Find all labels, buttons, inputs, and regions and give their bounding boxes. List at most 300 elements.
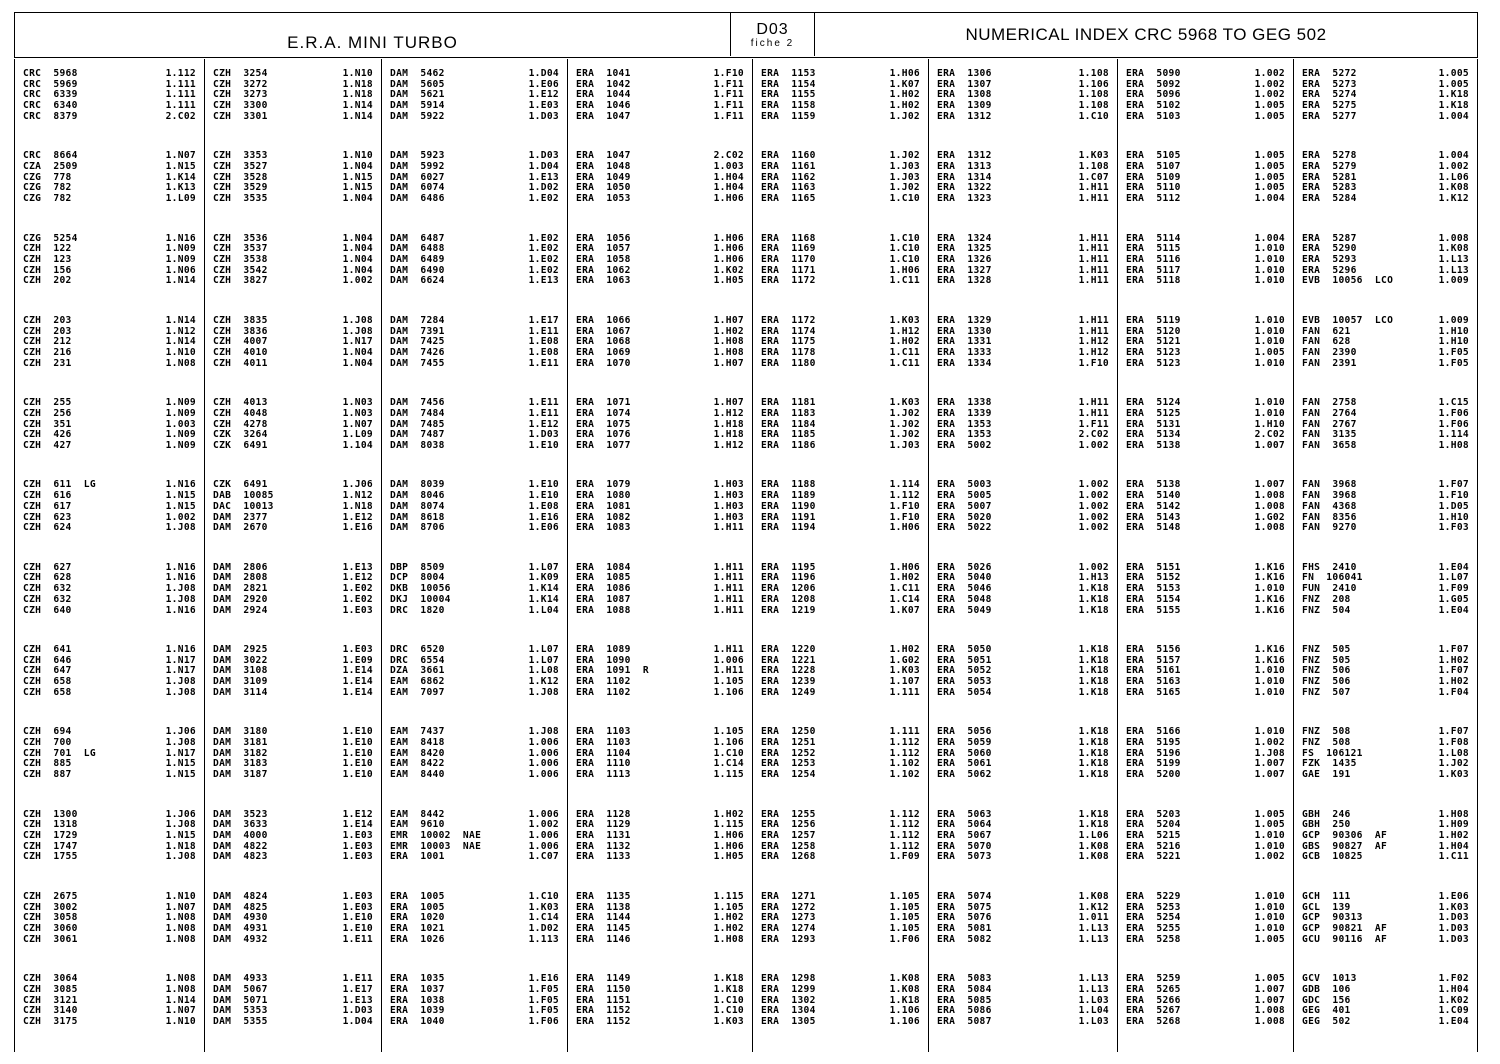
part-number: FNZ 506 bbox=[1302, 676, 1351, 688]
fiche-location: 1.E16 bbox=[528, 973, 559, 985]
part-number: ERA 5084 bbox=[937, 983, 992, 995]
fiche-location: 1.D03 bbox=[342, 1005, 373, 1017]
index-group bbox=[1126, 69, 1287, 151]
part-number: DAM 3523 bbox=[213, 808, 268, 820]
fiche-location: 1.F02 bbox=[1438, 973, 1469, 985]
fiche-label: fiche 2 bbox=[750, 38, 795, 49]
index-entry bbox=[390, 852, 561, 863]
part-number: ERA 1047 bbox=[576, 110, 631, 122]
index-group bbox=[390, 69, 561, 151]
part-number: ERA 1155 bbox=[761, 89, 816, 101]
fiche-location: 1.H06 bbox=[713, 243, 744, 255]
fiche-location: 1.L13 bbox=[1078, 983, 1109, 995]
fiche-location: 1.006 bbox=[528, 737, 559, 749]
fiche-location: 1.H11 bbox=[713, 583, 744, 595]
fiche-location: 1.102 bbox=[889, 758, 920, 770]
part-number: CZH 4007 bbox=[213, 336, 268, 348]
part-number: ERA 1307 bbox=[937, 78, 992, 90]
fiche-location: 1.E04 bbox=[1438, 1016, 1469, 1028]
part-number: FAN 4368 bbox=[1302, 500, 1357, 512]
fiche-location: 1.H18 bbox=[713, 418, 744, 430]
index-group bbox=[23, 151, 198, 233]
fiche-location: 1.E11 bbox=[342, 973, 373, 985]
part-number: ERA 1312 bbox=[937, 110, 992, 122]
fiche-location: 1.E02 bbox=[342, 583, 373, 595]
part-number: DAM 5923 bbox=[390, 150, 445, 162]
index-group bbox=[1302, 316, 1471, 398]
fiche-location: 1.E17 bbox=[342, 983, 373, 995]
part-number: CRC 8664 bbox=[23, 150, 78, 162]
fiche-location: 1.H11 bbox=[713, 572, 744, 584]
index-group bbox=[23, 974, 198, 1056]
part-number: ERA 5272 bbox=[1302, 68, 1357, 79]
part-number: CZK 3264 bbox=[213, 429, 268, 441]
fiche-location: 1.L07 bbox=[1438, 572, 1469, 584]
fiche-location: 1.N15 bbox=[165, 500, 196, 512]
fiche-location: 1.D03 bbox=[1438, 912, 1469, 924]
fiche-location: 1.005 bbox=[1254, 150, 1285, 162]
fiche-location: 1.C14 bbox=[528, 912, 559, 924]
part-number: ERA 1089 bbox=[576, 644, 631, 656]
fiche-location: 1.002 bbox=[1078, 561, 1109, 573]
fiche-location: 1.010 bbox=[1254, 275, 1285, 287]
part-number: DAM 4933 bbox=[213, 973, 268, 985]
fiche-reference bbox=[731, 13, 815, 56]
fiche-location: 1.H12 bbox=[713, 439, 744, 451]
index-entry bbox=[213, 770, 375, 781]
fiche-location: 1.N16 bbox=[165, 232, 196, 244]
part-number: DAM 8038 bbox=[390, 439, 445, 451]
fiche-location: 1.K18 bbox=[1078, 676, 1109, 688]
fiche-location: 1.H11 bbox=[713, 593, 744, 605]
part-number: ERA 5258 bbox=[1126, 933, 1181, 945]
fiche-location: 1.H02 bbox=[713, 923, 744, 935]
part-number: ERA 1196 bbox=[761, 572, 816, 584]
index-group bbox=[937, 810, 1111, 892]
fiche-location: 1.N10 bbox=[165, 346, 196, 358]
fiche-location: 1.K03 bbox=[889, 397, 920, 409]
part-number: CRC 8379 bbox=[23, 110, 78, 122]
fiche-location: 1.006 bbox=[713, 654, 744, 666]
index-entry bbox=[390, 316, 561, 327]
index-group bbox=[576, 398, 746, 480]
index-entry bbox=[1126, 502, 1287, 513]
part-number: ERA 5026 bbox=[937, 561, 992, 573]
part-number: EAM 8418 bbox=[390, 737, 445, 749]
part-number: DRC 1820 bbox=[390, 604, 445, 616]
fiche-location: 1.H11 bbox=[713, 665, 744, 677]
fiche-location: 1.C07 bbox=[1078, 171, 1109, 183]
index-group bbox=[761, 892, 922, 974]
fiche-location: 1.K18 bbox=[1078, 819, 1109, 831]
index-group bbox=[213, 151, 375, 233]
index-group bbox=[1302, 810, 1471, 892]
part-number: ERA 5253 bbox=[1126, 901, 1181, 913]
part-number: ERA 1334 bbox=[937, 357, 992, 369]
index-entry bbox=[23, 1017, 198, 1028]
fiche-location: 1.F11 bbox=[713, 89, 744, 101]
fiche-location: 1.010 bbox=[1254, 890, 1285, 902]
fiche-location: 1.N18 bbox=[342, 78, 373, 90]
fiche-location: 1.H11 bbox=[713, 522, 744, 534]
index-entry bbox=[937, 194, 1111, 205]
fiche-location: 1.N08 bbox=[165, 912, 196, 924]
fiche-location: 1.E16 bbox=[342, 522, 373, 534]
index-entry bbox=[937, 316, 1111, 327]
part-number: FNZ 505 bbox=[1302, 654, 1351, 666]
fiche-location: 1.112 bbox=[889, 819, 920, 831]
fiche-location: 1.C07 bbox=[528, 851, 559, 863]
fiche-location: 1.E03 bbox=[342, 901, 373, 913]
part-number: DAM 7425 bbox=[390, 336, 445, 348]
index-group bbox=[1126, 974, 1287, 1056]
fiche-location: 1.N18 bbox=[342, 500, 373, 512]
index-entry bbox=[761, 441, 922, 452]
part-number: CZK 6491 bbox=[213, 439, 268, 451]
index-entry bbox=[937, 523, 1111, 534]
part-number: ERA 5109 bbox=[1126, 171, 1181, 183]
part-number: ERA 5092 bbox=[1126, 78, 1181, 90]
index-group bbox=[1302, 727, 1471, 809]
part-number: ERA 5281 bbox=[1302, 171, 1357, 183]
part-number: CZH 2675 bbox=[23, 890, 78, 902]
index-entry bbox=[1302, 523, 1471, 534]
part-number: ERA 1168 bbox=[761, 232, 816, 244]
part-number: ERA 1239 bbox=[761, 676, 816, 688]
part-number: CZH 3542 bbox=[213, 264, 268, 276]
part-number: CZH 1318 bbox=[23, 819, 78, 831]
part-number: ERA 1323 bbox=[937, 193, 992, 205]
index-entry bbox=[23, 770, 198, 781]
fiche-location: 1.K18 bbox=[1438, 100, 1469, 112]
fiche-location: 1.D03 bbox=[1438, 923, 1469, 935]
index-entry bbox=[1302, 595, 1471, 606]
fiche-location: 1.E11 bbox=[342, 933, 373, 945]
part-number: ERA 5020 bbox=[937, 511, 992, 523]
fiche-location: 1.N14 bbox=[165, 336, 196, 348]
part-number: DAM 2806 bbox=[213, 561, 268, 573]
index-entry bbox=[213, 1017, 375, 1028]
fiche-location: 1.K18 bbox=[1078, 654, 1109, 666]
part-number: ERA 5279 bbox=[1302, 160, 1357, 172]
fiche-location: 1.H11 bbox=[1078, 243, 1109, 255]
fiche-location: 2.C02 bbox=[713, 150, 744, 162]
fiche-location: 1.005 bbox=[1438, 78, 1469, 90]
fiche-location: 1.F11 bbox=[713, 100, 744, 112]
part-number: ERA 5165 bbox=[1126, 686, 1181, 698]
fiche-location: 1.008 bbox=[1254, 490, 1285, 502]
fiche-location: 1.H06 bbox=[889, 68, 920, 79]
part-number: ERA 1329 bbox=[937, 314, 992, 326]
fiche-header bbox=[14, 12, 1478, 58]
fiche-location: 1.E13 bbox=[342, 561, 373, 573]
fiche-location: 1.010 bbox=[1254, 676, 1285, 688]
part-number: ERA 5266 bbox=[1126, 994, 1181, 1006]
fiche-location: 1.E03 bbox=[342, 890, 373, 902]
index-group bbox=[937, 151, 1111, 233]
part-number: ERA 1161 bbox=[761, 160, 816, 172]
index-group bbox=[761, 316, 922, 398]
fiche-location: 1.N15 bbox=[165, 830, 196, 842]
part-number: GCH 111 bbox=[1302, 890, 1351, 902]
part-number: ERA 1174 bbox=[761, 325, 816, 337]
fiche-location: 1.E06 bbox=[1438, 890, 1469, 902]
fiche-location: 1.009 bbox=[1438, 275, 1469, 287]
part-number: ERA 5287 bbox=[1302, 232, 1357, 244]
fiche-location: 1.H10 bbox=[1438, 336, 1469, 348]
index-group bbox=[390, 810, 561, 892]
part-number: DAM 6488 bbox=[390, 243, 445, 255]
fiche-location: 1.H06 bbox=[713, 830, 744, 842]
fiche-location: 1.N08 bbox=[165, 933, 196, 945]
part-number: ERA 5051 bbox=[937, 654, 992, 666]
fiche-location: 2.C02 bbox=[1078, 429, 1109, 441]
part-number: CZH 658 bbox=[23, 676, 72, 688]
fiche-location: 1.D04 bbox=[342, 1016, 373, 1028]
part-number: ERA 1132 bbox=[576, 840, 631, 852]
index-entry bbox=[1126, 194, 1287, 205]
part-number: GCL 139 bbox=[1302, 901, 1351, 913]
fiche-location: 1.K07 bbox=[889, 78, 920, 90]
fiche-location: 1.111 bbox=[889, 686, 920, 698]
fiche-location: 1.004 bbox=[1254, 193, 1285, 205]
part-number: ERA 5203 bbox=[1126, 808, 1181, 820]
part-number: DCP 8004 bbox=[390, 572, 445, 584]
fiche-location: 1.E02 bbox=[342, 593, 373, 605]
index-group bbox=[1126, 316, 1287, 398]
part-number: ERA 5120 bbox=[1126, 325, 1181, 337]
fiche-location: 1.H07 bbox=[713, 314, 744, 326]
fiche-location: 1.N04 bbox=[342, 160, 373, 172]
fiche-location: 1.H04 bbox=[713, 182, 744, 194]
part-number: DKJ 10004 bbox=[390, 593, 451, 605]
fiche-location: 1.106 bbox=[889, 1005, 920, 1017]
fiche-location: 1.105 bbox=[889, 923, 920, 935]
part-number: DAM 5922 bbox=[390, 110, 445, 122]
part-number: ERA 1312 bbox=[937, 150, 992, 162]
index-entry bbox=[1302, 276, 1471, 287]
fiche-location: 1.N04 bbox=[342, 232, 373, 244]
part-number: ERA 5156 bbox=[1126, 644, 1181, 656]
index-entry bbox=[213, 852, 375, 863]
fiche-location: 1.N17 bbox=[165, 665, 196, 677]
part-number: CZH 427 bbox=[23, 439, 72, 451]
part-number: CZH 887 bbox=[23, 769, 72, 781]
part-number: ERA 1088 bbox=[576, 604, 631, 616]
index-entry bbox=[390, 1017, 561, 1028]
part-number: ERA 1056 bbox=[576, 232, 631, 244]
part-number: ERA 1273 bbox=[761, 912, 816, 924]
part-number: ERA 1258 bbox=[761, 840, 816, 852]
part-number: ERA 5204 bbox=[1126, 819, 1181, 831]
part-number: DAM 6490 bbox=[390, 264, 445, 276]
part-number: DAM 2821 bbox=[213, 583, 268, 595]
part-number: ERA 1080 bbox=[576, 490, 631, 502]
index-entry bbox=[213, 688, 375, 699]
part-number: DAM 8046 bbox=[390, 490, 445, 502]
index-group bbox=[1126, 645, 1287, 727]
part-number: ERA 1293 bbox=[761, 933, 816, 945]
index-group bbox=[213, 892, 375, 974]
part-number: ERA 1220 bbox=[761, 644, 816, 656]
fiche-location: 1.C10 bbox=[528, 890, 559, 902]
part-number: DAC 10013 bbox=[213, 500, 274, 512]
part-number: ERA 1066 bbox=[576, 314, 631, 326]
fiche-location: 1.N06 bbox=[165, 264, 196, 276]
index-entry bbox=[213, 359, 375, 370]
part-number: CZH 4278 bbox=[213, 418, 268, 430]
index-entry bbox=[761, 112, 922, 123]
part-number: ERA 1298 bbox=[761, 973, 816, 985]
part-number: ERA 5112 bbox=[1126, 193, 1181, 205]
index-entry bbox=[576, 112, 746, 123]
index-group bbox=[390, 645, 561, 727]
part-number: FAN 3658 bbox=[1302, 439, 1357, 451]
index-entry bbox=[213, 523, 375, 534]
fiche-location: 1.H10 bbox=[1438, 325, 1469, 337]
index-entry bbox=[1302, 852, 1471, 863]
fiche-location: 1.K03 bbox=[528, 901, 559, 913]
fiche-location: 1.K16 bbox=[1254, 604, 1285, 616]
index-group bbox=[761, 810, 922, 892]
part-number: ERA 1020 bbox=[390, 912, 445, 924]
part-number: ERA 5278 bbox=[1302, 150, 1357, 162]
index-group bbox=[937, 398, 1111, 480]
part-number: CZH 646 bbox=[23, 654, 72, 666]
part-number: ERA 1152 bbox=[576, 1016, 631, 1028]
fiche-location: 1.002 bbox=[1254, 737, 1285, 749]
part-number: FAN 3968 bbox=[1302, 490, 1357, 502]
fiche-location: 1.111 bbox=[165, 78, 196, 90]
part-number: ERA 1163 bbox=[761, 182, 816, 194]
part-number: ERA 5283 bbox=[1302, 182, 1357, 194]
index-entry bbox=[937, 441, 1111, 452]
index-entry bbox=[1126, 935, 1287, 946]
index-entry bbox=[576, 502, 746, 513]
part-number: ERA 5157 bbox=[1126, 654, 1181, 666]
fiche-location: 1.005 bbox=[1254, 110, 1285, 122]
index-entry bbox=[213, 935, 375, 946]
index-entry bbox=[937, 502, 1111, 513]
fiche-location: 1.L13 bbox=[1438, 253, 1469, 265]
index-entry bbox=[1302, 688, 1471, 699]
part-number: FZK 1435 bbox=[1302, 758, 1357, 770]
part-number: ERA 1049 bbox=[576, 171, 631, 183]
index-entry bbox=[937, 688, 1111, 699]
fiche-location: 1.L08 bbox=[1438, 747, 1469, 759]
part-number: EAM 9610 bbox=[390, 819, 445, 831]
part-number: CZH 255 bbox=[23, 397, 72, 409]
part-number: EAM 7437 bbox=[390, 726, 445, 738]
fiche-location: 1.L04 bbox=[1078, 1005, 1109, 1017]
part-number: ERA 5052 bbox=[937, 665, 992, 677]
part-number: EMR 10002 NAE bbox=[390, 830, 482, 842]
fiche-location: 1.108 bbox=[1078, 160, 1109, 172]
part-number: ERA 1077 bbox=[576, 439, 631, 451]
index-entry bbox=[576, 852, 746, 863]
fiche-location: 1.002 bbox=[1438, 160, 1469, 172]
part-number: CZH 4048 bbox=[213, 407, 268, 419]
index-entry bbox=[761, 359, 922, 370]
fiche-location: 1.002 bbox=[1078, 439, 1109, 451]
index-group bbox=[937, 69, 1111, 151]
fiche-location: 1.N07 bbox=[165, 150, 196, 162]
fiche-location: 1.102 bbox=[889, 769, 920, 781]
fiche-location: 1.E08 bbox=[528, 336, 559, 348]
index-group bbox=[213, 480, 375, 562]
fiche-location: 1.H11 bbox=[1078, 193, 1109, 205]
fiche-location: 1.105 bbox=[713, 676, 744, 688]
fiche-location: 1.E10 bbox=[342, 769, 373, 781]
part-number: DAM 6027 bbox=[390, 171, 445, 183]
fiche-location: 1.E11 bbox=[528, 357, 559, 369]
index-group bbox=[23, 563, 198, 645]
fiche-location: 1.C14 bbox=[713, 758, 744, 770]
part-number: CZH 3835 bbox=[213, 314, 268, 326]
part-number: ERA 1328 bbox=[937, 275, 992, 287]
part-number: ERA 1082 bbox=[576, 511, 631, 523]
part-number: GCP 90313 bbox=[1302, 912, 1363, 924]
fiche-location: 1.E06 bbox=[528, 522, 559, 534]
fiche-location: 1.F07 bbox=[1438, 665, 1469, 677]
part-number: DAM 4824 bbox=[213, 890, 268, 902]
part-number: CZH 4011 bbox=[213, 357, 268, 369]
part-number: GCU 90116 AF bbox=[1302, 933, 1388, 945]
fiche-location: 1.D03 bbox=[528, 110, 559, 122]
part-number: DAM 5914 bbox=[390, 100, 445, 112]
fiche-location: 1.006 bbox=[528, 830, 559, 842]
part-number: GCB 10825 bbox=[1302, 851, 1363, 863]
fiche-location: 1.E06 bbox=[528, 78, 559, 90]
part-number: CZH 3121 bbox=[23, 994, 78, 1006]
index-entry bbox=[23, 409, 198, 420]
index-group bbox=[23, 727, 198, 809]
part-number: ERA 5075 bbox=[937, 901, 992, 913]
fiche-location: 1.E10 bbox=[528, 479, 559, 491]
part-number: CZH 426 bbox=[23, 429, 72, 441]
part-number: DAM 3109 bbox=[213, 676, 268, 688]
index-entry bbox=[761, 606, 922, 617]
part-number: ERA 1044 bbox=[576, 89, 631, 101]
fiche-location: 1.003 bbox=[713, 160, 744, 172]
fiche-location: 1.111 bbox=[889, 726, 920, 738]
part-number: DRC 6554 bbox=[390, 654, 445, 666]
index-entry bbox=[390, 606, 561, 617]
part-number: DAM 4822 bbox=[213, 840, 268, 852]
part-number: CZH 700 bbox=[23, 737, 72, 749]
part-number: ERA 5163 bbox=[1126, 676, 1181, 688]
fiche-location: 1.H11 bbox=[1078, 275, 1109, 287]
fiche-location: 1.010 bbox=[1254, 901, 1285, 913]
part-number: ERA 1268 bbox=[761, 851, 816, 863]
fiche-location: 1.K03 bbox=[1438, 901, 1469, 913]
index-group bbox=[23, 69, 198, 151]
fiche-location: 1.008 bbox=[1254, 1016, 1285, 1028]
index-group bbox=[23, 645, 198, 727]
fiche-location: 1.107 bbox=[889, 676, 920, 688]
part-number: ERA 1252 bbox=[761, 747, 816, 759]
part-number: ERA 1306 bbox=[937, 68, 992, 79]
fiche-location: 1.E11 bbox=[528, 407, 559, 419]
fiche-location: 1.H04 bbox=[713, 171, 744, 183]
part-number: CZH 647 bbox=[23, 665, 72, 677]
index-group bbox=[1302, 69, 1471, 151]
index-entry bbox=[390, 595, 561, 606]
part-number: ERA 5200 bbox=[1126, 769, 1181, 781]
index-entry bbox=[576, 770, 746, 781]
part-number: ERA 1146 bbox=[576, 933, 631, 945]
fiche-location: 1.J08 bbox=[165, 851, 196, 863]
